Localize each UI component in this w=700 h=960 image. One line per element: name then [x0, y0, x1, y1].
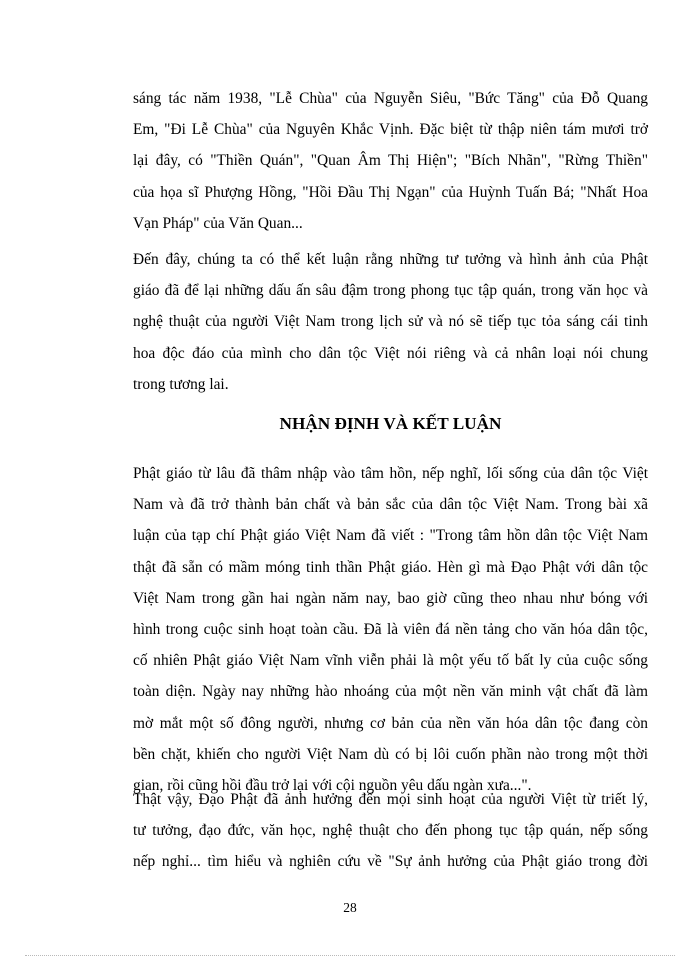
- section-heading: NHẬN ĐỊNH VÀ KẾT LUẬN: [279, 414, 502, 433]
- text-line: mờ mắt một số đông người, nhưng cơ bản của nền văn hóa dân tộc đang còn: [133, 714, 648, 732]
- text-line: trong tương lai.: [133, 375, 229, 393]
- text-line: Đến đây, chúng ta có thể kết luận rằng những tư tưởng và hình ảnh của Phật: [133, 251, 648, 268]
- text-line: Em, "Đi Lễ Chùa" của Nguyên Khắc Vịnh. Đặc biệt từ thập niên tám mươi trở: [133, 121, 648, 139]
- text-line: hoa độc đáo của mình cho dân tộc Việt nói riêng và cả nhân loại nói chung: [133, 344, 648, 362]
- text-line: Nam và đã trở thành bản chất và bản sắc của dân tộc Việt Nam. Trong bài xã: [133, 496, 648, 514]
- paragraph-conclusion-intro: [133, 244, 648, 400]
- page-number: 28: [343, 900, 357, 915]
- text-line: lại đây, có "Thiền Quán", "Quan Âm Thị Hiện"; "Bích Nhãn", "Rừng Thiền": [133, 152, 648, 170]
- text-line: cố nhiên Phật giáo Việt Nam vĩnh viễn phải là một yếu tố bất ly của cuộc sống: [133, 652, 648, 670]
- text-line: tư tưởng, đạo đức, văn học, nghệ thuật cho đến phong tục tập quán, nếp sống: [133, 822, 648, 840]
- text-line: toàn diện. Ngày nay những hào nhoáng của một nền văn minh vật chất đã làm: [133, 683, 648, 701]
- paragraph-editorial-quote: [133, 458, 648, 801]
- text-line: nghệ thuật của người Việt Nam trong lịch sử và nó sẽ tiếp tục tỏa sáng cái tinh: [133, 313, 648, 331]
- text-line: thật đã sẵn có mầm móng tinh thần Phật giáo. Hèn gì mà Đạo Phật với dân tộc: [133, 558, 648, 576]
- paragraph-buddhism-influence: [133, 784, 648, 878]
- text-line: Thật vậy, Đạo Phật đã ảnh hưởng đến mọi sinh hoạt của người Việt từ triết lý,: [133, 791, 648, 808]
- text-line: Phật giáo từ lâu đã thâm nhập vào tâm hồn, nếp nghĩ, lối sống của dân tộc Việt: [133, 465, 648, 482]
- text-line: bền chặt, khiến cho người Việt Nam dù có bị lôi cuốn phần nào trong một thời: [133, 745, 648, 763]
- text-line: Việt Nam trong gần hai ngàn năm nay, bao giờ cũng theo nhau như bóng với: [133, 589, 648, 607]
- page-bottom-divider: [25, 955, 675, 956]
- text-line: của họa sĩ Phượng Hồng, "Hồi Đầu Thị Ngạn" của Huỳnh Tuấn Bá; "Nhất Hoa: [133, 183, 648, 201]
- paragraph-buddhist-art-works: [133, 83, 648, 239]
- text-line: Vạn Pháp" của Văn Quan...: [133, 214, 303, 232]
- text-line: nếp nghỉ... tìm hiểu và nghiên cứu về "Sự ảnh hưởng của Phật giáo trong đời: [133, 853, 648, 871]
- text-line: giáo đã để lại những dấu ấn sâu đậm trong phong tục tập quán, trong văn học và: [133, 282, 648, 300]
- text-line: sáng tác năm 1938, "Lễ Chùa" của Nguyễn Siêu, "Bức Tăng" của Đỗ Quang: [133, 90, 648, 107]
- text-line: luận của tạp chí Phật giáo Việt Nam đã viết : "Trong tâm hồn dân tộc Việt Nam: [133, 527, 648, 545]
- text-line: hình trong cuộc sinh hoạt toàn cầu. Đã là viên đá nền tảng cho văn hóa dân tộc,: [133, 620, 648, 638]
- text-line: gian, rồi cũng hồi đầu trở lại với cội nguồn yêu dấu ngàn xưa...".: [133, 776, 532, 794]
